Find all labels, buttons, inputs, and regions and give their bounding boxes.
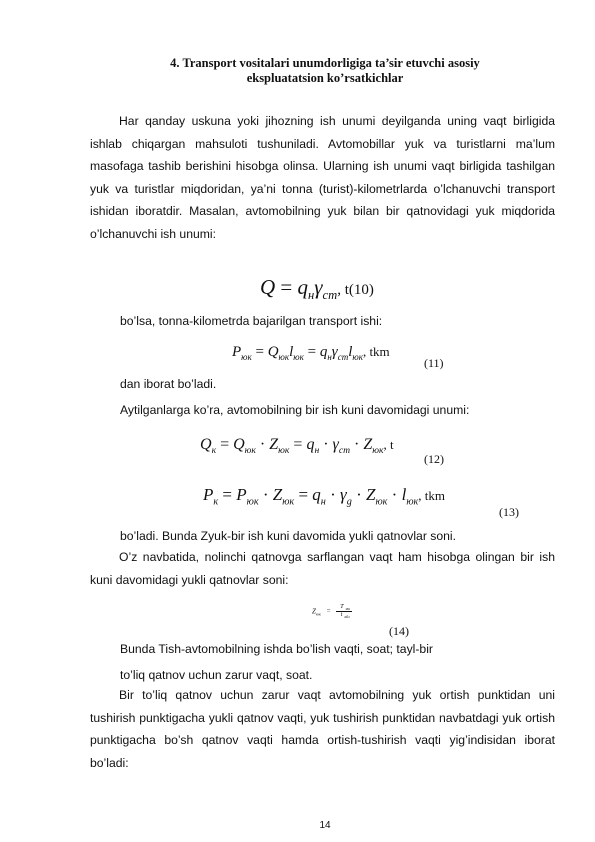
page-number: 14	[319, 820, 331, 831]
paragraph-intro: Har qanday uskuna yoki jihozning ish unumi deyilganda uning vaqt birligida ishlab chiqargan mahsuloti tushuniladi. Avtomobillar yuk va turistlarni ma’lum masofaga tashib berishini hisobga olinsa. Ularning ish unumi vaqt birligida tashilgan yuk va turistlar miqdoridan, ya’ni tonna (turist)-kilometrlarda o’lchanuvchi transport ishidan iboratdir. Masalan, avtomobilning yuk bilan bir qatnovidagi yuk miqdorida o’lchanuvchi ish unumi:	[90, 114, 555, 241]
formula-12: $Q_к = Q_{юк} \cdot Z_{юк} = q_н \cdot \gamma_{cm} \cdot Z_{юк}$, t	[200, 436, 394, 457]
text-line-p3: dan iborat bo’ladi.	[120, 377, 217, 391]
text-line-p2: bo’lsa, tonna-kilometrda bajarilgan transport ishi:	[120, 314, 383, 328]
formula-13-label: (13)	[499, 505, 519, 519]
formula-10: $Q = q_н\gamma_{cm}$, t(10)	[260, 275, 374, 303]
heading-line-2: ekspluatatsion ko’rsatkichlar	[246, 71, 404, 85]
paragraph-trips: O’z navbatida, nolinchi qatnovga sarflangan vaqt ham hisobga olingan bir ish kuni davomidagi yukli qatnovlar soni:	[90, 550, 555, 587]
formula-14-fraction: $\frac{T _{иш}}{t _{айл}}$	[336, 604, 352, 619]
formula-14-label: (14)	[389, 624, 409, 638]
text-line-p8: to’liq qatnov uchun zarur vaqt, soat.	[120, 668, 313, 682]
formula-11: $P_{юк} = Q_{юк}l_{юк} = q_н\gamma_{cm}l_{юк}$, tkm	[232, 344, 390, 362]
text-line-p4: Aytilganlarga ko’ra, avtomobilning bir ish kuni davomidagi unumi:	[120, 403, 470, 417]
text-line-p5: bo’ladi. Bunda Zyuk-bir ish kuni davomida yukli qatnovlar soni.	[120, 529, 457, 543]
section-heading	[90, 56, 560, 86]
formula-14: $Z_{юк}$ = $\frac{T _{иш}}{t _{айл}}$	[312, 604, 351, 620]
paragraph-full-trip: Bir to’liq qatnov uchun zarur vaqt avtomobilning yuk ortish punktidan uni tushirish punktigacha yukli qatnov vaqti, yuk tushirish punktidan navbatdagi yuk ortish punktigacha bo’sh qatnov vaqti hamda ortish-tushirish vaqti yig’indisidan iborat bo’ladi:	[90, 688, 555, 770]
text-line-p7: Bunda Tish-avtomobilning ishda bo’lish vaqti, soat; tayl-bir	[120, 642, 433, 656]
heading-line-1: 4. Transport vositalari unumdorligiga ta’sir etuvchi asosiy	[170, 56, 480, 70]
formula-12-label: (12)	[424, 452, 444, 466]
formula-11-label: (11)	[424, 356, 444, 370]
formula-13: $P_к = P_{юк} \cdot Z_{юк} = q_н \cdot \gamma_g \cdot Z_{юк} \cdot l_{юк}$, tkm	[203, 485, 445, 508]
